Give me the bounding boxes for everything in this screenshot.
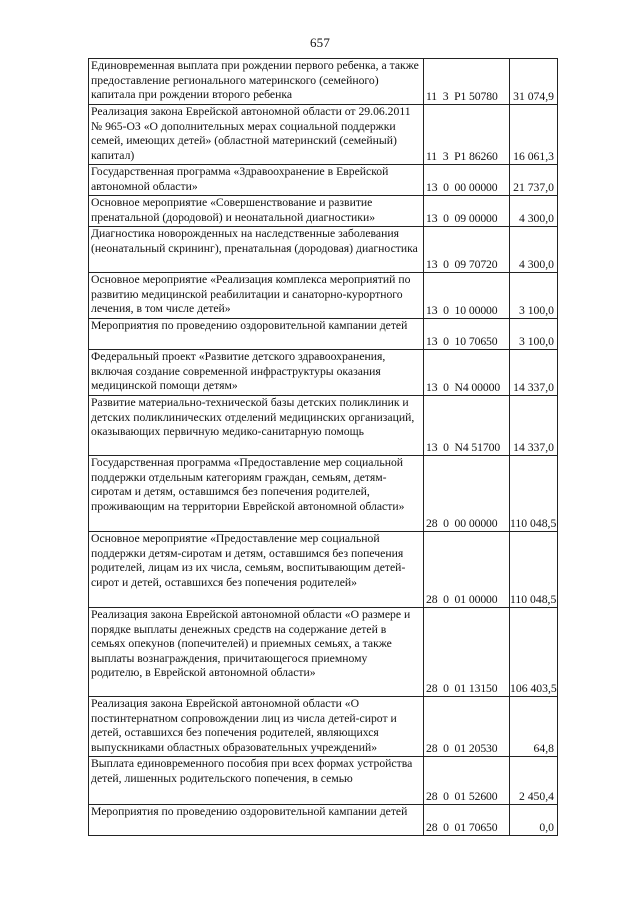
table-row: [89, 227, 558, 273]
row-description: Мероприятия по проведению оздоровительной кампании детей: [89, 319, 424, 350]
row-amount: 21 737,0: [510, 165, 558, 196]
table-row: [89, 350, 558, 396]
table-row: [89, 59, 558, 105]
row-code: 13 0 10 00000: [424, 273, 510, 319]
row-description: Основное мероприятие «Предоставление мер социальной поддержки детям-сиротам и детям, оставшимся без попечения родителей, лицам из их числа, семьям, воспитывающим детей-сирот и детей, оставшихся без попечения родителей»: [89, 532, 424, 608]
table-row: [89, 697, 558, 757]
row-code: 13 0 09 70720: [424, 227, 510, 273]
row-code: 13 0 10 70650: [424, 319, 510, 350]
table-row: [89, 196, 558, 227]
row-code: 28 0 01 13150: [424, 608, 510, 697]
table-row: [89, 396, 558, 456]
row-description: Основное мероприятие «Реализация комплекса мероприятий по развитию медицинской реабилитации и санаторно-курортного лечения, в том числе детей»: [89, 273, 424, 319]
row-description: Диагностика новорожденных на наследственные заболевания (неонатальный скрининг), пренатальная (дородовая) диагностика: [89, 227, 424, 273]
row-code: 13 0 N4 00000: [424, 350, 510, 396]
table-row: [89, 319, 558, 350]
row-code: 28 0 01 52600: [424, 757, 510, 805]
row-description: Государственная программа «Здравоохранение в Еврейской автономной области»: [89, 165, 424, 196]
row-code: 28 0 01 20530: [424, 697, 510, 757]
row-amount: 106 403,5: [510, 608, 558, 697]
table-row: [89, 757, 558, 805]
row-code: 13 0 09 00000: [424, 196, 510, 227]
page-number: 657: [309, 35, 331, 50]
row-amount: 4 300,0: [510, 227, 558, 273]
row-code: 11 3 P1 50780: [424, 59, 510, 105]
row-amount: 3 100,0: [510, 319, 558, 350]
table-row: [89, 105, 558, 165]
row-amount: 110 048,5: [510, 456, 558, 532]
row-amount: 0,0: [510, 805, 558, 836]
row-description: Выплата единовременного пособия при всех формах устройства детей, лишенных родительского попечения, в семью: [89, 757, 424, 805]
table-row: [89, 165, 558, 196]
row-description: Мероприятия по проведению оздоровительной кампании детей: [89, 805, 424, 836]
row-code: 28 0 01 70650: [424, 805, 510, 836]
budget-table: [88, 58, 558, 836]
budget-table-body: [89, 59, 558, 836]
row-code: 11 3 P1 86260: [424, 105, 510, 165]
table-row: [89, 608, 558, 697]
row-amount: 14 337,0: [510, 396, 558, 456]
row-description: Единовременная выплата при рождении первого ребенка, а также предоставление регионального материнского (семейного) капитала при рождении второго ребенка: [89, 59, 424, 105]
row-code: 13 0 N4 51700: [424, 396, 510, 456]
table-row: [89, 805, 558, 836]
row-amount: 16 061,3: [510, 105, 558, 165]
row-description: Федеральный проект «Развитие детского здравоохранения, включая создание современной инфраструктуры оказания медицинской помощи детям»: [89, 350, 424, 396]
row-code: 13 0 00 00000: [424, 165, 510, 196]
row-amount: 64,8: [510, 697, 558, 757]
row-amount: 31 074,9: [510, 59, 558, 105]
row-amount: 3 100,0: [510, 273, 558, 319]
row-amount: 14 337,0: [510, 350, 558, 396]
row-amount: 4 300,0: [510, 196, 558, 227]
table-row: [89, 273, 558, 319]
row-code: 28 0 01 00000: [424, 532, 510, 608]
row-code: 28 0 00 00000: [424, 456, 510, 532]
row-description: Государственная программа «Предоставление мер социальной поддержки отдельным категориям граждан, семьям, детям-сиротам и детям, оставшимся без попечения родителей, проживающим на территории Еврейской автономной области»: [89, 456, 424, 532]
row-amount: 110 048,5: [510, 532, 558, 608]
row-amount: 2 450,4: [510, 757, 558, 805]
row-description: Реализация закона Еврейской автономной области от 29.06.2011 № 965-ОЗ «О дополнительных мерах социальной поддержки семей, имеющих детей» (областной материнский (семейный) капитал): [89, 105, 424, 165]
table-row: [89, 456, 558, 532]
table-row: [89, 532, 558, 608]
row-description: Основное мероприятие «Совершенствование и развитие пренатальной (дородовой) и неонатальной диагностики»: [89, 196, 424, 227]
row-description: Реализация закона Еврейской автономной области «О постинтернатном сопровождении лиц из числа детей-сирот и детей, оставшихся без попечения родителей, являющихся выпускниками областных образовательных учреждений»: [89, 697, 424, 757]
row-description: Развитие материально-технической базы детских поликлиник и детских поликлинических отделений медицинских организаций, оказывающих первичную медико-санитарную помощь: [89, 396, 424, 456]
row-description: Реализация закона Еврейской автономной области «О размере и порядке выплаты денежных средств на содержание детей в семьях опекунов (попечителей) и приемных семьях, а также выплаты вознаграждения, причитающегося приемному родителю, в Еврейской автономной области»: [89, 608, 424, 697]
